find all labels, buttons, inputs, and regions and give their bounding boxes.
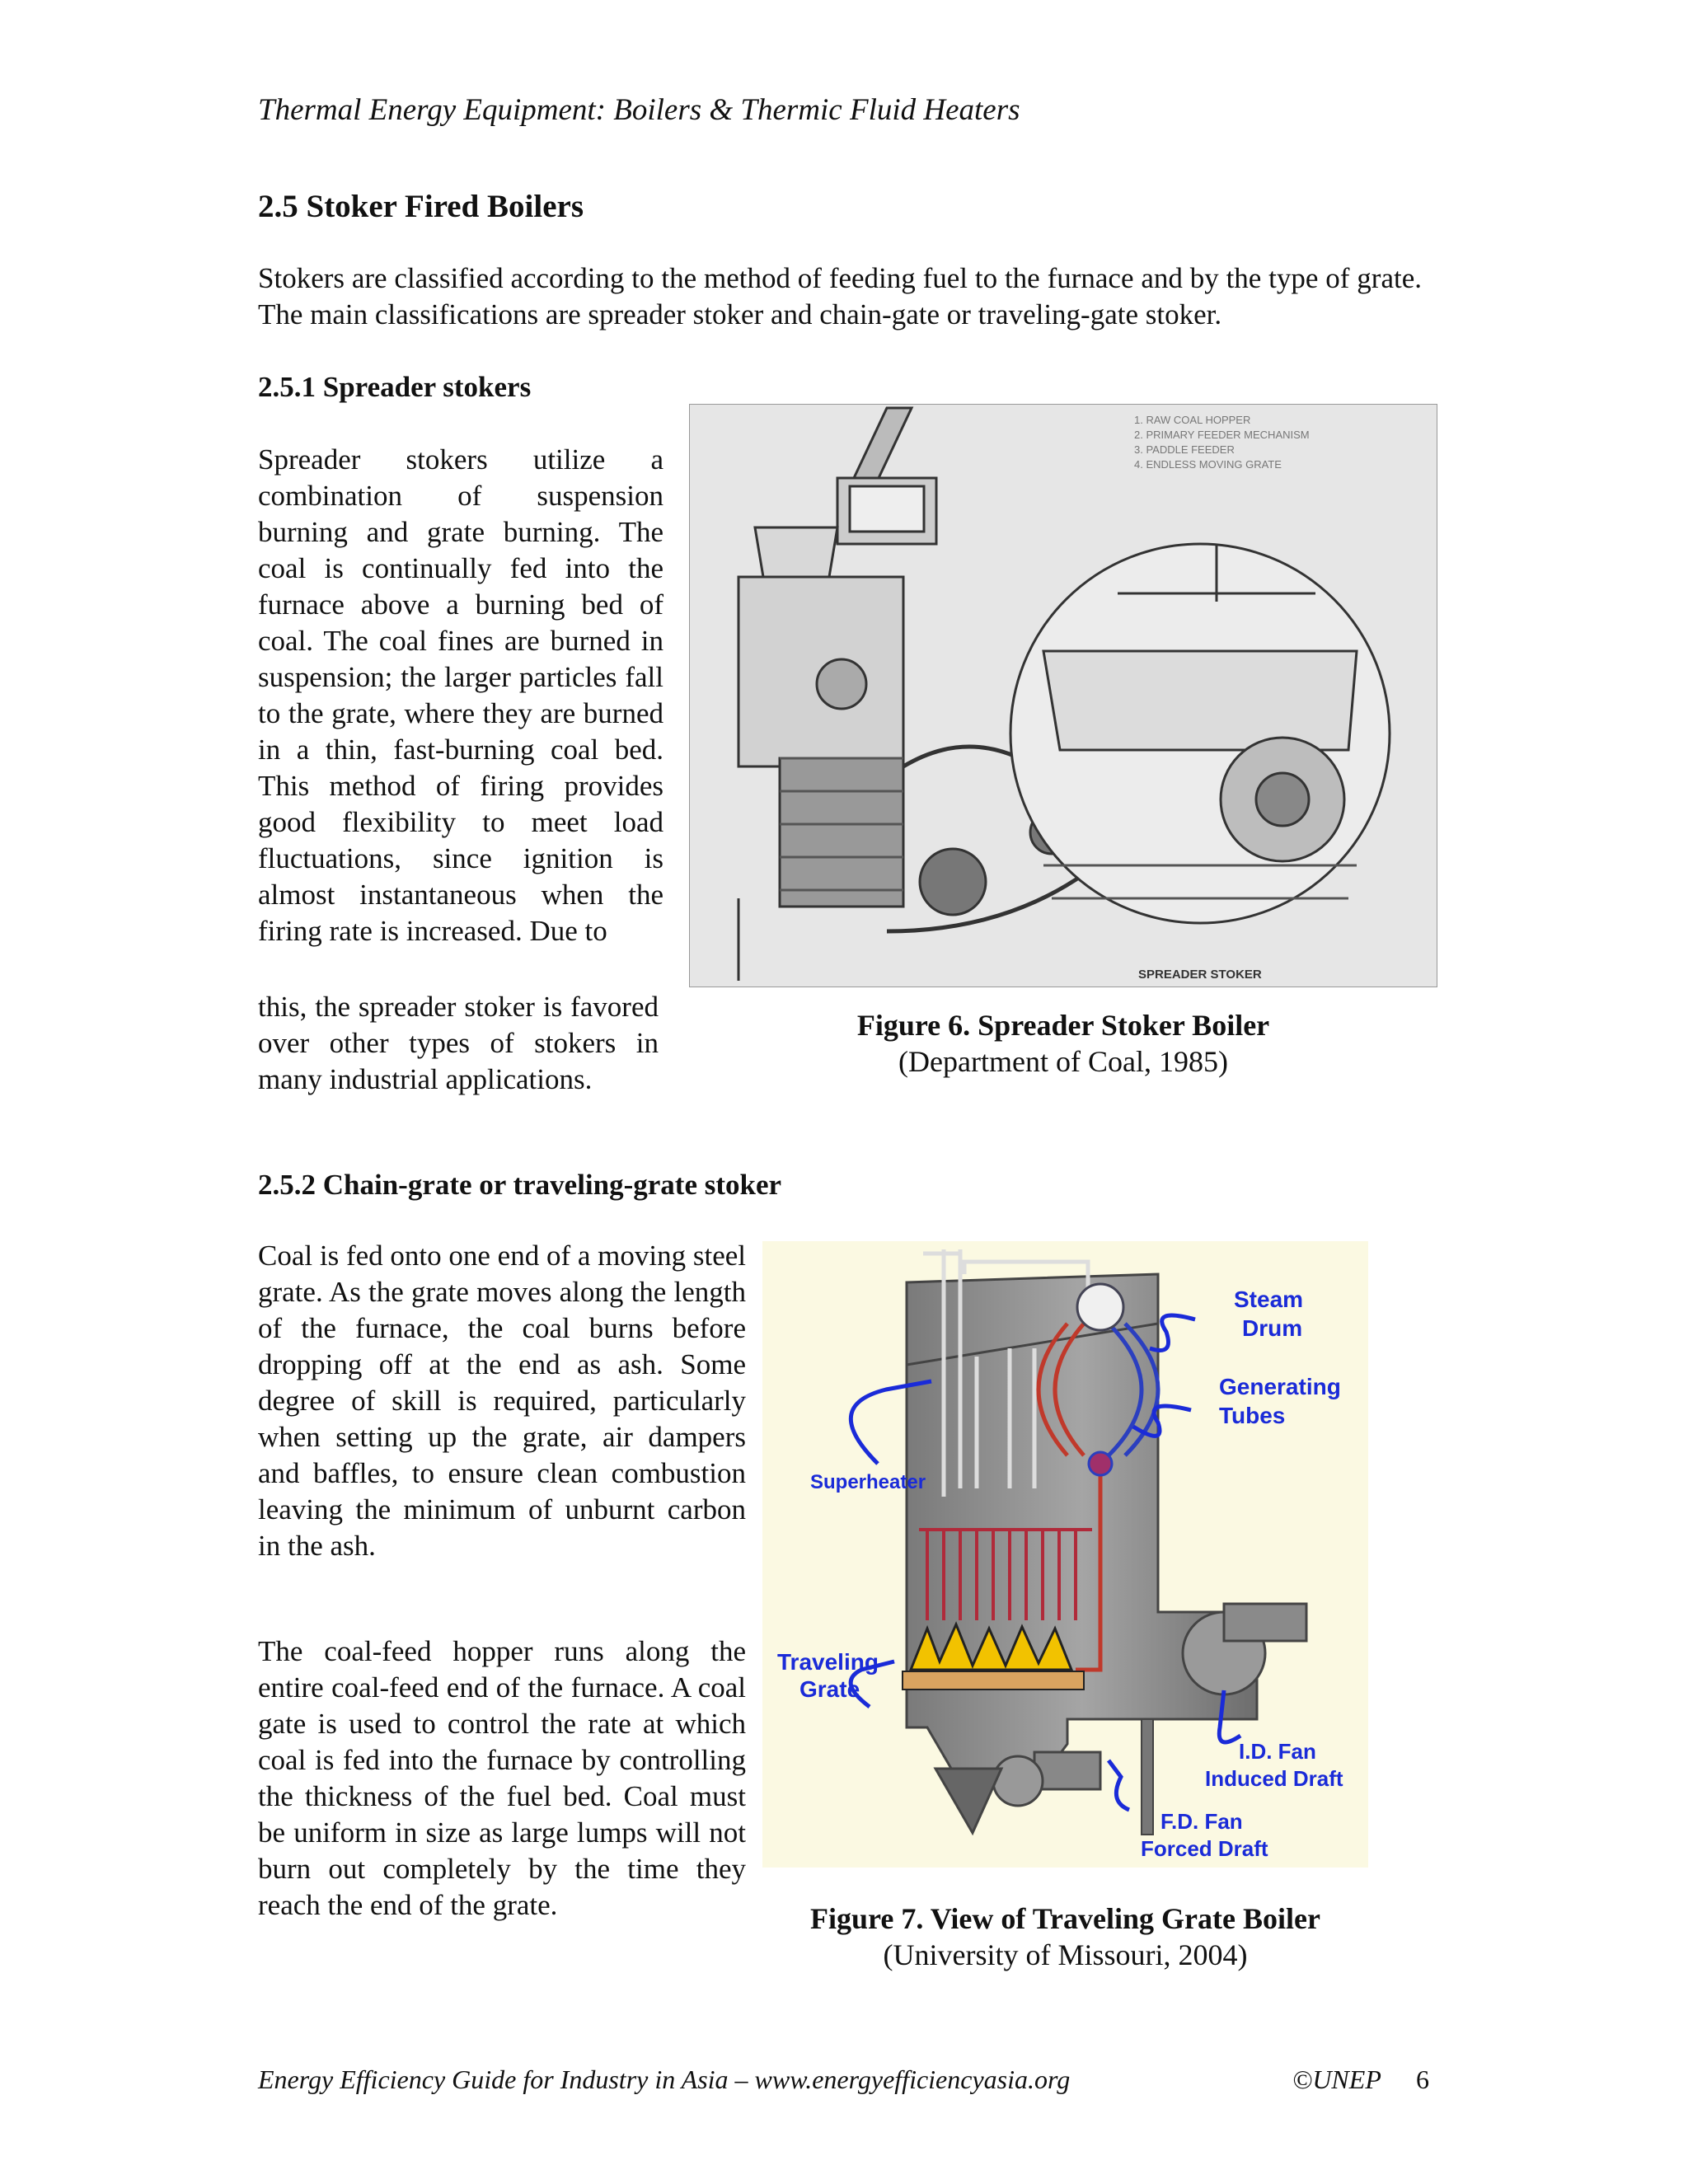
figure-7-image [762,1241,1368,1868]
figure-7-caption [762,1900,1368,1973]
intro-paragraph: Stokers are classified according to the method of feeding fuel to the furnace and by the type of grate. The main classifications are spreader stoker and chain-gate or traveling-gate stoker. [258,262,1422,330]
label-drum: Drum [1242,1315,1303,1341]
figure-6-image [689,404,1437,987]
steam-drum-shape [1077,1284,1123,1330]
fig6-legend-4: 4. ENDLESS MOVING GRATE [1134,458,1282,471]
fig6-legend-1: 1. RAW COAL HOPPER [1134,414,1251,426]
traveling-grate-shape [903,1671,1084,1690]
fig6-legend-2: 2. PRIMARY FEEDER MECHANISM [1134,429,1310,441]
chain-grate-paragraph-1: Coal is fed onto one end of a moving steel grate. As the grate moves along the length of the furnace, the coal burns before dropping off at the end as ash. Some degree of skill is required, particularly when setting up the grate, air dampers and baffles, to ensure clean combustion leaving the minimum of unburnt carbon in the ash. [258,1240,746,1562]
spreader-paragraph-2: this, the spreader stoker is favored over other types of stokers in many industrial applications. [258,991,659,1095]
section-heading: 2.5 Stoker Fired Boilers [258,189,584,224]
fig6-legend-3: 3. PADDLE FEEDER [1134,443,1235,456]
figure-6-caption-source: (Department of Coal, 1985) [898,1045,1228,1078]
mud-drum-shape [1089,1452,1112,1475]
label-traveling: Traveling [777,1649,879,1675]
label-forced-draft: Forced Draft [1141,1836,1268,1861]
subsection-heading-spreader: 2.5.1 Spreader stokers [258,371,532,403]
footer-copyright: ©UNEP [1292,2064,1381,2094]
chain-grate-paragraph-2: The coal-feed hopper runs along the entire coal-feed end of the furnace. A coal gate is used to control the rate at which coal is fed into the furnace by controlling the thickness of the fuel bed. Coal must be uniform in size as large lumps will not burn out completely by the time they reach the end of the grate. [258,1635,746,1921]
page-number: 6 [1416,2064,1429,2094]
spreader-paragraph-1: Spreader stokers utilize a combination of suspension burning and grate burning. The coal is continually fed into the furnace above a burning bed of coal. The coal fines are burned in suspension; the larger particles fall to the grate, where they are burned in a thin, fast-burning coal bed. This method of firing provides good flexibility to meet load fluctuations, since ignition is almost instantaneous when the firing rate is increased. Due to [258,443,663,947]
label-induced-draft: Induced Draft [1205,1766,1343,1791]
label-superheater: Superheater [810,1471,926,1493]
running-header: Thermal Energy Equipment: Boilers & Thermic Fluid Heaters [258,93,1020,127]
figure-6-caption [689,1007,1437,1080]
label-generating: Generating [1219,1374,1341,1399]
label-grate: Grate [799,1676,860,1702]
label-id-fan: I.D. Fan [1239,1739,1316,1764]
fig6-label: SPREADER STOKER [1138,968,1262,982]
subsection-heading-chain-grate: 2.5.2 Chain-grate or traveling-grate stoker [258,1169,782,1201]
label-steam: Steam [1234,1286,1304,1312]
label-fd-fan: F.D. Fan [1160,1809,1243,1834]
figure-7-caption-title: Figure 7. View of Traveling Grate Boiler [810,1902,1320,1935]
footer-text: Energy Efficiency Guide for Industry in Asia – www.energyefficiencyasia.org [258,2064,1071,2094]
figure-7-caption-source: (University of Missouri, 2004) [883,1938,1248,1971]
label-tubes: Tubes [1219,1403,1286,1428]
figure-6-caption-title: Figure 6. Spreader Stoker Boiler [856,1009,1270,1042]
